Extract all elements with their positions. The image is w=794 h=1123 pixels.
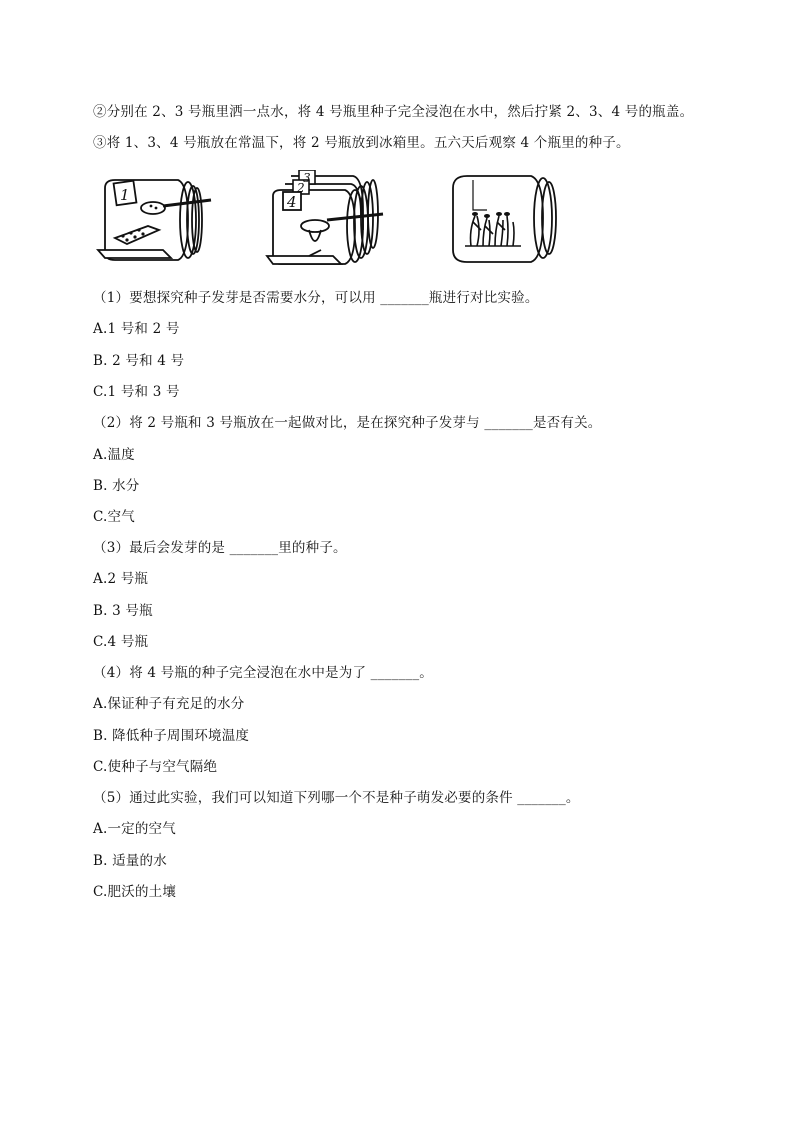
jar-1-label: 1 — [120, 186, 130, 204]
jar-stack-figure — [263, 170, 393, 270]
question-4-option-b[interactable]: B. 降低种子周围环境温度 — [93, 728, 250, 744]
question-5-stem: （5）通过此实验，我们可以知道下列哪一个不是种子萌发必要的条件 _______。 — [93, 790, 580, 806]
question-3-option-b[interactable]: B. 3 号瓶 — [93, 603, 153, 619]
question-3-option-a[interactable]: A.2 号瓶 — [93, 571, 149, 587]
question-1-option-b[interactable]: B. 2 号和 4 号 — [93, 353, 185, 369]
jar-4-label: 4 — [287, 193, 297, 211]
question-2-stem: （2）将 2 号瓶和 3 号瓶放在一起做对比，是在探究种子发芽与 _______是否有关。 — [93, 415, 602, 431]
question-1-stem: （1）要想探究种子发芽是否需要水分，可以用 _______瓶进行对比实验。 — [93, 290, 539, 306]
question-3-option-c[interactable]: C.4 号瓶 — [93, 634, 149, 650]
question-4-stem: （4）将 4 号瓶的种子完全浸泡在水中是为了 _______。 — [93, 665, 434, 681]
question-2-option-b[interactable]: B. 水分 — [93, 478, 140, 494]
question-5-option-c[interactable]: C.肥沃的土壤 — [93, 884, 177, 900]
question-5-option-b[interactable]: B. 适量的水 — [93, 853, 167, 869]
question-4-option-a[interactable]: A.保证种子有充足的水分 — [93, 696, 245, 712]
question-3-stem: （3）最后会发芽的是 _______里的种子。 — [93, 540, 347, 556]
intro-step-3: ③将 1、3、4 号瓶放在常温下，将 2 号瓶放到冰箱里。五六天后观察 4 个瓶里的种子。 — [93, 135, 630, 151]
question-1-option-a[interactable]: A.1 号和 2 号 — [93, 321, 180, 337]
experiment-figures — [93, 170, 573, 280]
question-4-option-c[interactable]: C.使种子与空气隔绝 — [93, 759, 218, 775]
jar-3-label: 3 — [303, 171, 311, 185]
jar-1-figure — [93, 170, 218, 270]
intro-step-2: ②分别在 2、3 号瓶里洒一点水，将 4 号瓶里种子完全浸泡在水中，然后拧紧 2、3、4 号的瓶盖。 — [93, 104, 694, 120]
question-1-option-c[interactable]: C.1 号和 3 号 — [93, 384, 180, 400]
question-5-option-a[interactable]: A.一定的空气 — [93, 821, 176, 837]
question-2-option-c[interactable]: C.空气 — [93, 509, 135, 525]
question-2-option-a[interactable]: A.温度 — [93, 447, 135, 463]
sprouted-jar-figure — [443, 170, 563, 270]
jar-2-label: 2 — [297, 181, 305, 195]
